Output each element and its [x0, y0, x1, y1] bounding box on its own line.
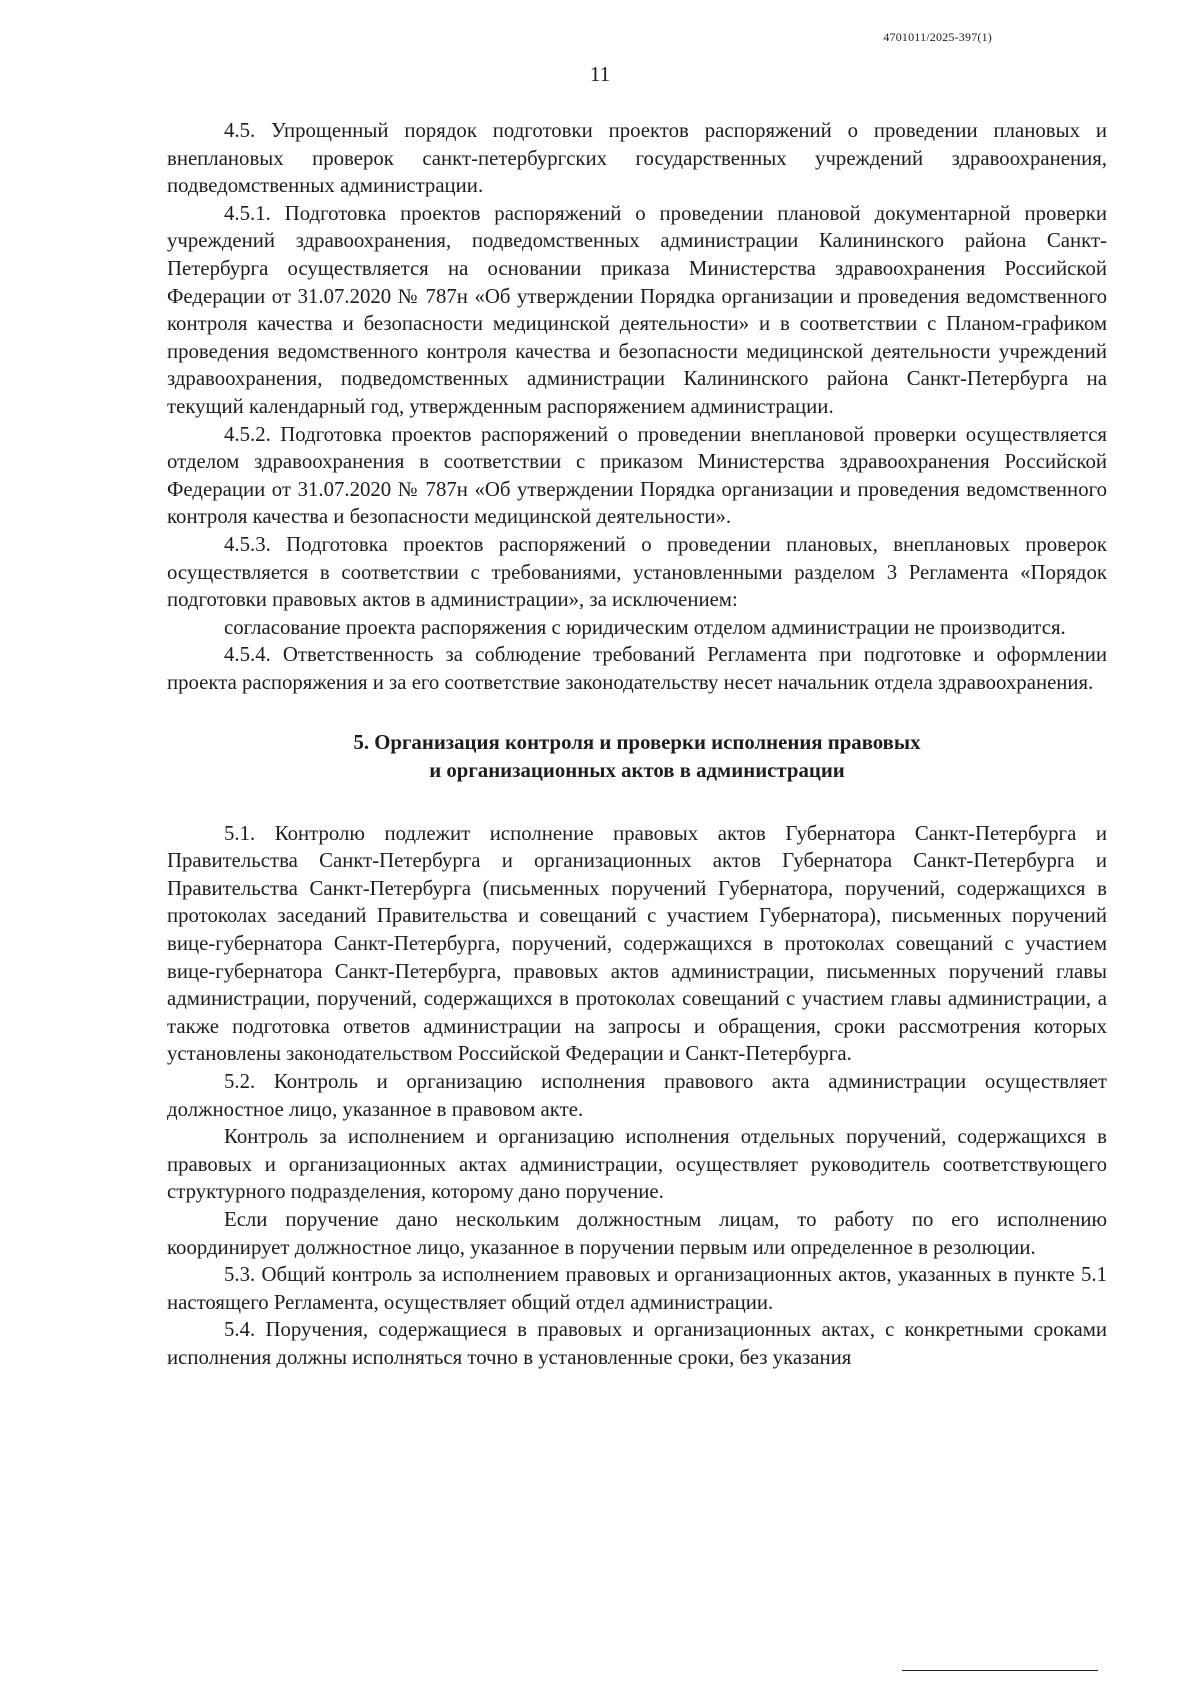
paragraph-4-5-3: 4.5.3. Подготовка проектов распоряжений о проведении плановых, внеплановых проверок осуществляется в соответствии с требованиями, установленными разделом 3 Регламента «Порядок подготовки правовых актов в администрации», за исключением: [167, 532, 1107, 612]
footer-divider-line [902, 1670, 1098, 1671]
paragraph-4-5-1: 4.5.1. Подготовка проектов распоряжений о проведении плановой документарной проверки учреждений здравоохранения, подведомственных администрации Калининского района Санкт-Петербурга осуществляется на основании приказа Министерства здравоохранения Российской Федерации от 31.07.2020 № 787н «Об утверждении Порядка организации и проведения ведомственного контроля качества и безопасности медицинской деятельности» и в соответствии с Планом-графиком проведения ведомственного контроля качества и безопасности медицинской деятельности учреждений здравоохранения, подведомственных администрации Калининского района Санкт-Петербурга на текущий календарный год, утвержденным распоряжением администрации. [167, 201, 1107, 418]
paragraph-5-1: 5.1. Контролю подлежит исполнение правовых актов Губернатора Санкт-Петербурга и Правительства Санкт-Петербурга и организационных актов Губернатора Санкт-Петербурга и Правительства Санкт-Петербурга (письменных поручений Губернатора, поручений, содержащихся в протоколах заседаний Правительства и совещаний с участием Губернатора), письменных поручений вице-губернатора Санкт-Петербурга, поручений, содержащихся в протоколах совещаний с участием вице-губернатора Санкт-Петербурга, правовых актов администрации, письменных поручений главы администрации, поручений, содержащихся в протоколах совещаний с участием главы администрации, а также подготовка ответов администрации на запросы и обращения, сроки рассмотрения которых установлены законодательством Российской Федерации и Санкт-Петербурга. [167, 821, 1107, 1066]
paragraph-5-2: 5.2. Контроль и организацию исполнения правового акта администрации осуществляет должностное лицо, указанное в правовом акте. [167, 1070, 1107, 1121]
paragraph-4-5-2: 4.5.2. Подготовка проектов распоряжений о проведении внеплановой проверки осуществляется отделом здравоохранения в соответствии с приказом Министерства здравоохранения Российской Федерации от 31.07.2020 № 787н «Об утверждении Порядка организации и проведения ведомственного контроля качества и безопасности медицинской деятельности». [167, 422, 1107, 529]
document-registration-code: 4701011/2025-397(1) [883, 30, 992, 44]
section-5-heading [167, 729, 1107, 784]
paragraph-5-4: 5.4. Поручения, содержащиеся в правовых и организационных актах, с конкретными сроками исполнения должны исполняться точно в установленные сроки, без указания [167, 1318, 1107, 1369]
page-number: 11 [589, 62, 611, 86]
document-body [167, 117, 1107, 1372]
paragraph-5-2-control: Контроль за исполнением и организацию исполнения отдельных поручений, содержащихся в правовых и организационных актах администрации, осуществляет руководитель соответствующего структурного подразделения, которому дано поручение. [167, 1125, 1107, 1204]
paragraph-4-5: 4.5. Упрощенный порядок подготовки проектов распоряжений о проведении плановых и внеплановых проверок санкт-петербургских государственных учреждений здравоохранения, подведомственных администрации. [167, 119, 1107, 198]
section-heading-line-1: 5. Организация контроля и проверки исполнения правовых [353, 731, 921, 755]
paragraph-4-5-3-exception: согласование проекта распоряжения с юридическим отделом администрации не производится. [224, 615, 1066, 639]
paragraph-5-2-multiple: Если поручение дано нескольким должностным лицам, то работу по его исполнению координирует должностное лицо, указанное в поручении первым или определенное в резолюции. [167, 1207, 1107, 1259]
paragraph-5-3: 5.3. Общий контроль за исполнением правовых и организационных актов, указанных в пункте 5.1 настоящего Регламента, осуществляет общий отдел администрации. [167, 1263, 1107, 1314]
paragraph-4-5-4: 4.5.4. Ответственность за соблюдение требований Регламента при подготовке и оформлении проекта распоряжения и за его соответствие законодательству несет начальник отдела здравоохранения. [167, 643, 1107, 694]
section-heading-line-2: и организационных актов в администрации [429, 759, 845, 783]
